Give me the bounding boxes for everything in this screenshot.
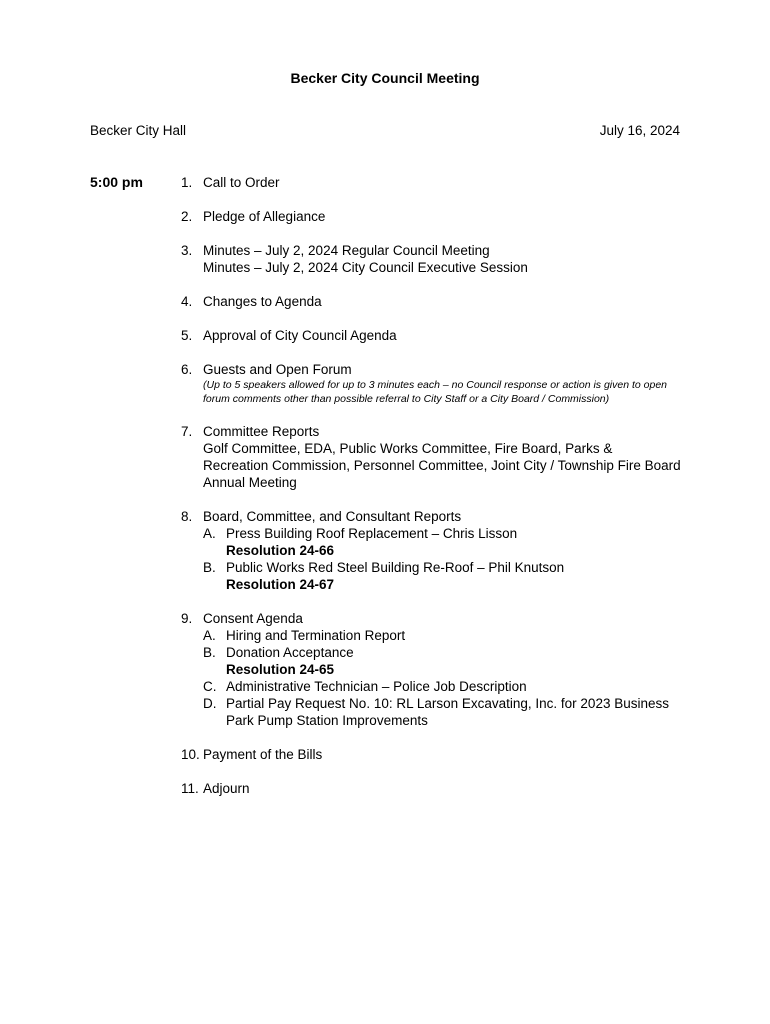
- meeting-time: 5:00 pm: [90, 174, 143, 190]
- agenda-item-7: [181, 423, 681, 491]
- resolution-label: Resolution 24-66: [226, 543, 335, 558]
- item-text: Committee Reports: [203, 424, 320, 439]
- sub-item-letter: A.: [203, 526, 216, 541]
- agenda-item-8: [181, 508, 681, 593]
- item-number: 5.: [181, 328, 193, 343]
- agenda-item-11: [181, 780, 681, 797]
- item-text: Payment of the Bills: [203, 747, 323, 762]
- item-body: [203, 610, 681, 729]
- item-number: 1.: [181, 175, 193, 190]
- agenda-item-10: [181, 746, 681, 763]
- agenda-list: [181, 174, 681, 814]
- committee-list: Golf Committee, EDA, Public Works Committee, Fire Board, Parks & Recreation Commission, Personnel Committee, Joint City / Township Fire Board Annual Meeting: [203, 441, 681, 490]
- agenda-item-2: [181, 208, 681, 225]
- item-text: Guests and Open Forum: [203, 362, 352, 377]
- item-body: [203, 423, 681, 491]
- item-body: [203, 242, 681, 276]
- item-number: 10.: [181, 747, 200, 762]
- item-number: 4.: [181, 294, 193, 309]
- sub-item-text: Administrative Technician – Police Job Description: [226, 679, 527, 694]
- item-text: Adjourn: [203, 781, 250, 796]
- sub-item-a: [203, 525, 681, 559]
- item-text: Call to Order: [203, 175, 280, 190]
- item-text: Approval of City Council Agenda: [203, 328, 397, 343]
- resolution-label: Resolution 24-67: [226, 577, 335, 592]
- item-text: Pledge of Allegiance: [203, 209, 326, 224]
- sub-item-b: [203, 644, 681, 678]
- sub-item-text: Partial Pay Request No. 10: RL Larson Excavating, Inc. for 2023 Business Park Pump Station Improvements: [226, 696, 669, 728]
- sub-item-text: Press Building Roof Replacement – Chris Lisson: [226, 526, 518, 541]
- sub-item-text: Donation Acceptance: [226, 645, 354, 660]
- item-number: 3.: [181, 243, 193, 258]
- item-body: [203, 361, 681, 406]
- item-number: 8.: [181, 509, 193, 524]
- minutes-regular-meeting: Minutes – July 2, 2024 Regular Council Meeting: [203, 243, 490, 258]
- item-number: 6.: [181, 362, 193, 377]
- agenda-item-6: [181, 361, 681, 406]
- sub-item-body: [226, 559, 564, 593]
- item-body: [203, 508, 681, 593]
- agenda-item-3: [181, 242, 681, 276]
- sub-item-body: [226, 644, 354, 678]
- sub-item-letter: A.: [203, 628, 216, 643]
- open-forum-note: (Up to 5 speakers allowed for up to 3 minutes each – no Council response or action is given to open forum comments other than possible referral to City Staff or a City Board / Commission): [203, 379, 668, 405]
- meeting-date: July 16, 2024: [599, 123, 680, 138]
- item-text: Consent Agenda: [203, 611, 303, 626]
- sub-item-c: [203, 678, 681, 695]
- sub-item-letter: D.: [203, 696, 217, 711]
- item-number: 9.: [181, 611, 193, 626]
- meeting-location: Becker City Hall: [90, 123, 187, 138]
- item-text: Board, Committee, and Consultant Reports: [203, 509, 462, 524]
- item-text: Changes to Agenda: [203, 294, 322, 309]
- sub-item-d: [203, 695, 681, 729]
- item-number: 2.: [181, 209, 193, 224]
- agenda-item-4: [181, 293, 681, 310]
- agenda-item-1: [181, 174, 681, 191]
- sub-item-body: [226, 525, 517, 559]
- sub-item-letter: C.: [203, 679, 217, 694]
- sub-item-b: [203, 559, 681, 593]
- sub-item-letter: B.: [203, 560, 216, 575]
- page-title: Becker City Council Meeting: [290, 70, 480, 86]
- agenda-item-5: [181, 327, 681, 344]
- item-number: 7.: [181, 424, 193, 439]
- item-number: 11.: [181, 781, 199, 796]
- sub-item-text: Public Works Red Steel Building Re-Roof – Phil Knutson: [226, 560, 565, 575]
- minutes-executive-session: Minutes – July 2, 2024 City Council Executive Session: [203, 260, 528, 275]
- sub-item-a: [203, 627, 681, 644]
- agenda-item-9: [181, 610, 681, 729]
- resolution-label: Resolution 24-65: [226, 662, 335, 677]
- sub-item-text: Hiring and Termination Report: [226, 628, 406, 643]
- sub-item-letter: B.: [203, 645, 216, 660]
